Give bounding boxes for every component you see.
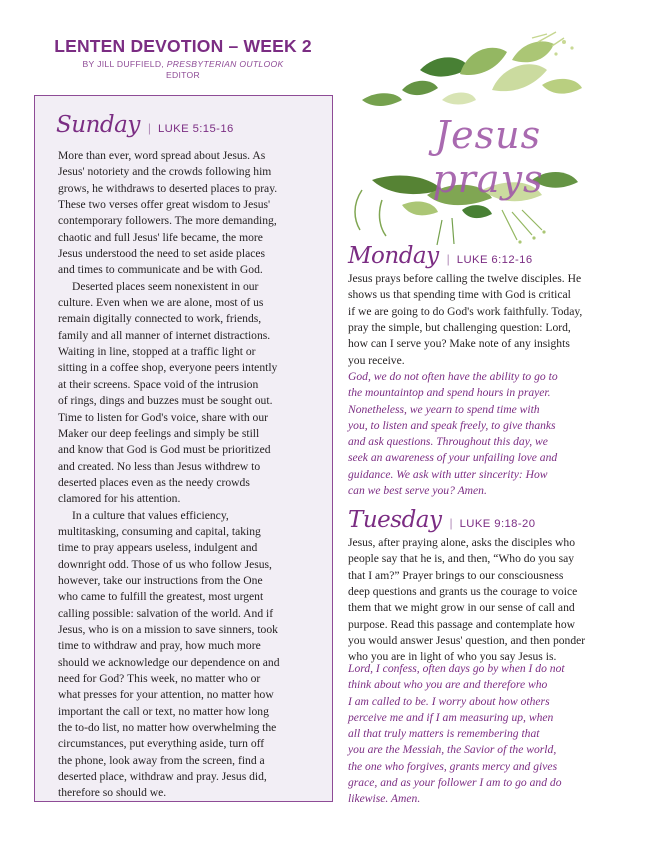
tuesday-heading	[348, 507, 535, 533]
text-line: circumstances, put everything aside, turn off	[58, 737, 265, 751]
text-line: culture. Even when we are alone, most of us	[58, 296, 264, 310]
byline	[38, 59, 328, 81]
text-line: important the call or text, no matter how long	[58, 704, 269, 718]
text-line: if we are going to do God's work faithfully. Today,	[348, 304, 583, 318]
text-line: need for God? This week, no matter who or	[58, 672, 261, 685]
page-title: LENTEN DEVOTION – WEEK 2	[54, 36, 312, 56]
text-line: family and all manner of internet distractions.	[58, 328, 271, 342]
text-line: perceive me and if I am measuring up, when	[348, 710, 554, 724]
text-line: I am called to be. I worry about how others	[348, 694, 550, 708]
text-line: you are the Messiah, the Savior of the world,	[348, 743, 557, 757]
text-line: calling possible: salvation of the world. And if	[58, 606, 274, 620]
text-line: Jesus understood the need to set aside places	[58, 247, 266, 261]
text-line: who came to fulfill the greatest, most urgent	[58, 590, 264, 604]
text-line: and times to communicate and be with God.	[58, 263, 263, 277]
byline-publication: PRESBYTERIAN OUTLOOK	[166, 59, 284, 69]
text-line: Jesus' notoriety and the crowds following him	[58, 165, 272, 179]
text-line: deserted places even as the needy crowds	[58, 475, 250, 489]
text-line: grace, and as your follower I am to go and do	[348, 776, 562, 790]
text-line: remain digitally connected to work, friends,	[58, 312, 262, 326]
text-line: Deserted places seem nonexistent in our	[72, 279, 259, 293]
text-line: and ask questions. Throughout this day, we	[348, 435, 548, 449]
text-line: them that we might grow in our sense of call and	[348, 601, 575, 615]
text-line: In a culture that values efficiency,	[72, 508, 229, 522]
text-line: chaotic and full Jesus' life became, the more	[58, 230, 263, 244]
text-line: the one who forgives, grants mercy and gives	[348, 759, 558, 773]
art-title: Jesus prays	[432, 113, 544, 201]
text-line: More than ever, word spread about Jesus. As	[58, 149, 266, 162]
text-line: therefore so should we.	[58, 786, 167, 800]
monday-heading	[348, 243, 533, 269]
text-line: purpose. Read this passage and contemplate how	[348, 617, 575, 631]
text-line: Maker our deep feelings and simply be still	[58, 426, 260, 440]
sunday-scripture-ref: LUKE 5:15-16	[157, 123, 234, 135]
text-line: multitasking, consuming and capital, taking	[58, 524, 261, 538]
text-line: of rings, dings and buzzes must be sought out.	[58, 394, 273, 408]
text-line: what presses for your attention, no matter how	[58, 688, 274, 702]
text-line: should we acknowledge our dependence on and	[58, 655, 280, 669]
monday-day-name: Monday	[348, 243, 439, 269]
text-line: who you are in light of who you say Jesus is.	[348, 650, 557, 664]
sunday-body	[58, 148, 328, 802]
text-line: time to withdraw and pray, how much more	[58, 639, 261, 653]
text-line: Lord, I confess, often days go by when I do not	[348, 662, 565, 675]
sunday-day-name: Sunday	[56, 112, 140, 138]
monday-scripture-ref: LUKE 6:12-16	[456, 254, 533, 266]
monday-prayer	[348, 369, 628, 499]
text-line: that I am?” Prayer brings to our consciousness	[348, 568, 564, 582]
text-line: the mountaintop and spend hours in prayer.	[348, 386, 551, 400]
heading-separator: |	[147, 121, 151, 135]
text-line: Nonetheless, we yearn to spend time with	[348, 402, 540, 416]
tuesday-day-name: Tuesday	[348, 507, 442, 533]
text-line: Jesus, who is on a mission to save sinners, took	[58, 622, 278, 636]
byline-role: EDITOR	[165, 70, 201, 80]
text-line: people say that he is, and then, “Who do you say	[348, 552, 575, 566]
tuesday-prayer	[348, 661, 628, 808]
text-line: Time to listen for God's voice, share with our	[58, 410, 269, 424]
tuesday-scripture-ref: LUKE 9:18-20	[459, 518, 536, 530]
byline-prefix: BY JILL DUFFIELD,	[82, 59, 167, 69]
text-line: how can I serve you? Make note of any insights	[348, 337, 570, 351]
text-line: the to-do list, no matter how overwhelming the	[58, 721, 277, 735]
sunday-heading	[56, 112, 234, 138]
text-line: deserted place, withdraw and pray. Jesus did,	[58, 770, 267, 784]
text-line: at their screens. Space void of the intrusion	[58, 377, 259, 391]
text-line: contemporary followers. The more demanding,	[58, 214, 277, 228]
text-line: you receive.	[348, 353, 405, 367]
heading-separator: |	[446, 252, 450, 266]
text-line: grows, he withdraws to deserted places to pray.	[58, 181, 278, 195]
text-line: and created. No less than Jesus withdrew to	[58, 459, 261, 473]
text-line: guidance. We ask with utter sincerity: How	[348, 467, 548, 481]
text-line: time to pray appears useless, indulgent and	[58, 541, 258, 555]
monday-body	[348, 271, 628, 369]
text-line: deep questions and grants us the courage to voice	[348, 585, 578, 599]
text-line: and know that God is God must be prioritized	[58, 443, 271, 457]
text-line: downright odd. Those of us who follow Jesus,	[58, 557, 272, 571]
text-line: all that truly matters is remembering that	[348, 727, 540, 741]
text-line: you would answer Jesus' question, and then ponder	[348, 634, 586, 648]
text-line: can we best serve you? Amen.	[348, 484, 487, 498]
tuesday-body	[348, 535, 628, 666]
text-line: you, to listen and speak freely, to give thanks	[348, 418, 556, 432]
page-header	[38, 36, 328, 81]
text-line: seek an awareness of your unfailing love and	[348, 451, 558, 465]
text-line: however, take our instructions from the One	[58, 573, 263, 587]
text-line: likewise. Amen.	[348, 792, 421, 806]
text-line: clamored for his attention.	[58, 492, 181, 506]
text-line: shows us that spending time with God is critical	[348, 288, 571, 302]
text-line: sitting in a coffee shop, everyone peers intently	[58, 361, 278, 375]
text-line: These two verses offer great wisdom to Jesus'	[58, 198, 271, 212]
text-line: pray the simple, but challenging question: Lord,	[348, 321, 571, 335]
text-line: the phone, look away from the screen, find a	[58, 753, 265, 767]
heading-separator: |	[449, 516, 453, 530]
text-line: Waiting in line, stopped at a traffic light or	[58, 345, 256, 359]
text-line: think about who you are and therefore who	[348, 678, 548, 692]
text-line: Jesus prays before calling the twelve disciples. He	[348, 272, 582, 285]
text-line: Jesus, after praying alone, asks the disciples who	[348, 536, 575, 549]
text-line: God, we do not often have the ability to go to	[348, 370, 558, 383]
